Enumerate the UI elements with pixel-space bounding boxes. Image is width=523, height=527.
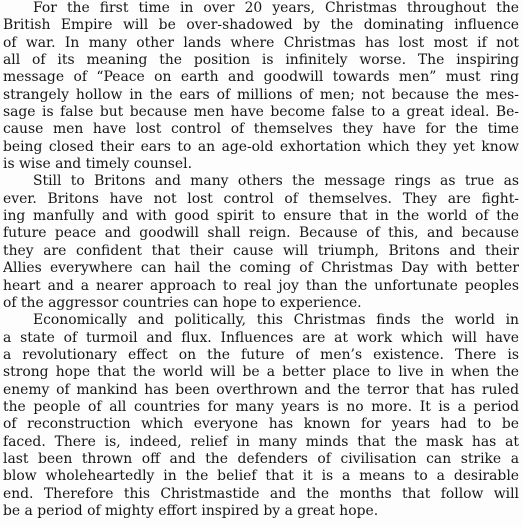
text-line: message of “Peace on earth and goodwill towards men” must ring	[3, 69, 519, 86]
text-line: be a period of mighty effort inspired by a great hope.	[3, 502, 379, 519]
text-line: faced. There is, indeed, relief in many minds that the mask has at	[3, 433, 519, 450]
text-line: enemy of mankind has been overthrown and the terror that has ruled	[3, 381, 519, 398]
text-line: heart and a nearer approach to real joy than the unfortunate peoples	[3, 277, 519, 294]
text-line: of war. In many other lands where Christmas has lost most if not	[3, 34, 519, 51]
text-line: of reconstruction which everyone has known for years had to be	[3, 416, 519, 433]
text-line: future peace and goodwill shall reign. Because of this, and because	[3, 225, 519, 242]
text-line: all of its meaning the position is infinitely worse. The inspiring	[3, 52, 519, 69]
text-line: of the aggressor countries can hope to experience.	[3, 294, 362, 311]
paragraph-3	[3, 312, 519, 520]
text-line: British Empire will be over-shadowed by the dominating influence	[3, 17, 519, 34]
paragraph-2	[3, 173, 519, 312]
text-line: being closed their ears to an age-old exhortation which they yet know	[3, 138, 519, 155]
text-line: Still to Britons and many others the message rings as true as	[33, 173, 519, 190]
text-line: Allies everywhere can hail the coming of Christmas Day with better	[3, 260, 519, 277]
text-line: they are confident that their cause will triumph, Britons and their	[3, 242, 519, 259]
text-line: the people of all countries for many years is no more. It is a period	[3, 398, 519, 415]
text-line: is wise and timely counsel.	[3, 156, 192, 173]
text-line: Economically and politically, this Christmas finds the world in	[33, 312, 519, 329]
paragraph-1	[3, 0, 519, 173]
text-line: a revolutionary effect on the future of men’s existence. There is	[3, 346, 519, 363]
text-line: cause men have lost control of themselves they have for the time	[3, 121, 519, 138]
text-line: end. Therefore this Christmastide and the months that follow will	[3, 485, 519, 502]
text-line: blow wholeheartedly in the belief that it is a means to a desirable	[3, 468, 519, 485]
text-line: sage is false but because men have become false to a great ideal. Be-	[3, 104, 519, 121]
text-line: For the first time in over 20 years, Christmas throughout the	[33, 0, 519, 16]
text-line: a state of turmoil and flux. Influences are at work which will have	[3, 329, 519, 346]
text-line: ing manfully and with good spirit to ensure that in the world of the	[3, 208, 519, 225]
text-line: strangely hollow in the ears of millions of men; not because the mes-	[3, 86, 519, 103]
text-line: strong hope that the world will be a better place to live in when the	[3, 364, 519, 381]
text-line: last been thrown off and the defenders of civilisation can strike a	[3, 450, 519, 467]
text-line: ever. Britons have not lost control of themselves. They are fight-	[3, 190, 519, 207]
